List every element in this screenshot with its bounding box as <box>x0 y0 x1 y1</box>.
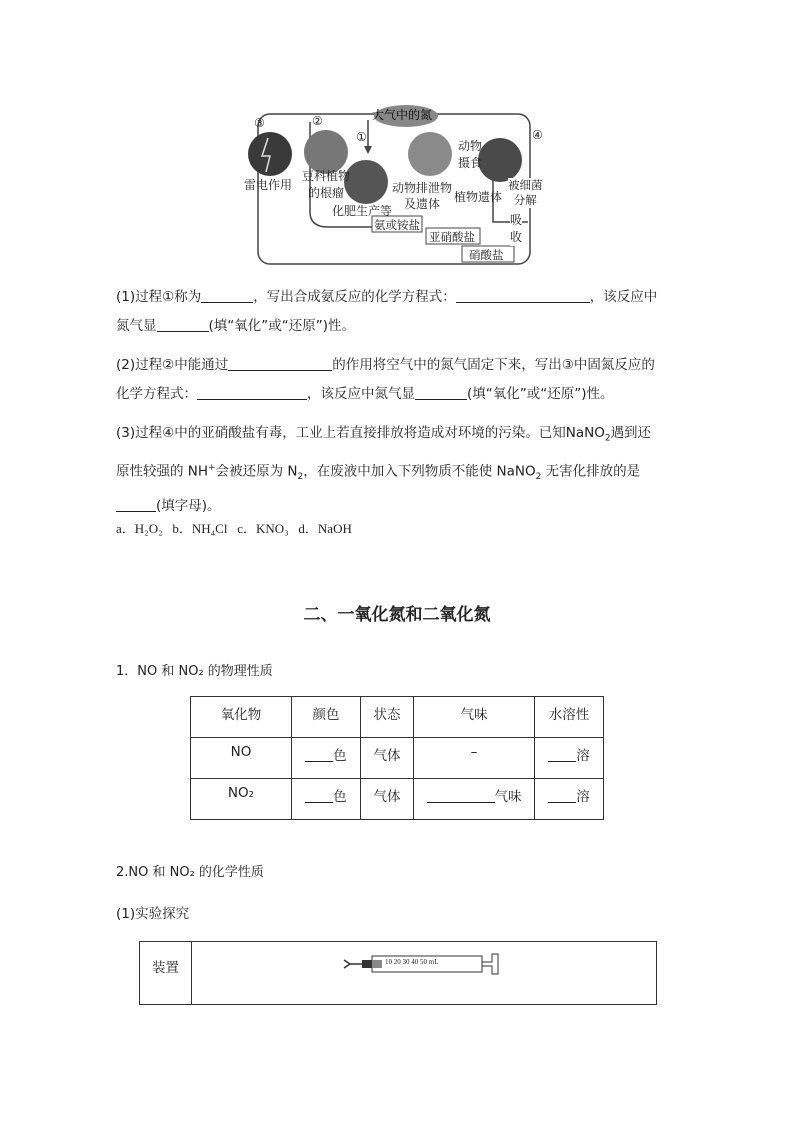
question-1-line-2 <box>116 312 682 341</box>
q2-blank-agent[interactable] <box>228 356 332 371</box>
q3-sub-b: 2 <box>297 471 304 482</box>
process-3-num: ③ <box>254 116 265 130</box>
ammonia-label: 氨或铵盐 <box>374 218 420 232</box>
physical-properties-table <box>190 696 604 820</box>
fertilizer-label: 化肥生产等 <box>332 204 393 218</box>
q3-sup: + <box>208 462 216 473</box>
legume-label-line-2: 的根瘤 <box>308 186 345 200</box>
absorb-label <box>510 212 522 246</box>
table-cell-smell: – <box>414 738 535 779</box>
q3-text-b: 遇到还 <box>610 425 652 441</box>
q1-text-c: ，该反应中 <box>589 289 658 305</box>
item-2-heading: 2.NO 和 NO₂ 的化学性质 <box>116 865 264 880</box>
q3-text-c: 原性较强的 NH <box>116 463 209 480</box>
table-cell-smell <box>414 779 535 820</box>
q2-blank-equation[interactable] <box>197 385 307 400</box>
bacteria-line-1: 被细菌 <box>508 178 543 192</box>
color-suffix: 色 <box>333 789 347 805</box>
table-cell-solubility <box>535 738 604 779</box>
question-3 <box>116 419 682 521</box>
table-cell-state: 气体 <box>361 779 414 820</box>
q2-blank-property[interactable] <box>415 385 467 400</box>
item-2-1-heading: (1)实验探究 <box>116 906 190 922</box>
process-1-num: ① <box>356 130 367 144</box>
q1-text-a: (1)过程①称为 <box>116 289 202 305</box>
q1-text-b: ，写出合成氨反应的化学方程式： <box>253 289 456 305</box>
q3-text-d: 会被还原为 N <box>215 463 298 480</box>
solubility-suffix: 溶 <box>576 789 590 805</box>
table-row <box>191 779 604 820</box>
q1-blank-process-name[interactable] <box>201 288 253 303</box>
q2-text-c: 化学方程式： <box>116 386 197 402</box>
animal-eat-line-1: 动物 <box>458 139 483 153</box>
animal-eat-label <box>458 138 482 172</box>
process-4-num: ④ <box>532 128 543 142</box>
q3-blank-answer[interactable] <box>116 497 156 512</box>
legume-label <box>302 168 350 202</box>
blank-solubility[interactable] <box>548 747 576 762</box>
table-header: 颜色 <box>292 697 361 738</box>
table-cell-oxide: NO₂ <box>191 779 292 820</box>
question-2 <box>116 351 682 409</box>
table-cell-solubility <box>535 779 604 820</box>
apparatus-label: 装置 <box>140 942 192 1004</box>
table-row <box>191 738 604 779</box>
arrowhead-process-1 <box>364 146 372 154</box>
smell-suffix: 气味 <box>494 789 522 805</box>
q3-sub-a: 2 <box>604 433 611 444</box>
q1-blank-property[interactable] <box>157 317 209 332</box>
q3-text-e: ，在废液中加入下列物质不能使 NaNO <box>303 463 536 480</box>
table-header: 氧化物 <box>191 697 292 738</box>
table-cell-oxide: NO <box>191 738 292 779</box>
atmosphere-label: 大气中的氮 <box>372 108 433 122</box>
table-cell-state: 气体 <box>361 738 414 779</box>
forest-photo <box>478 138 522 182</box>
fertilizer-factory-photo <box>344 160 388 204</box>
q2-text-b: 的作用将空气中的氮气固定下来，写出③中固氮反应的 <box>332 357 655 373</box>
nitrate-label: 硝酸盐 <box>469 248 504 262</box>
blank-solubility[interactable] <box>548 788 576 803</box>
nitrite-label: 亚硝酸盐 <box>429 230 475 244</box>
question-1 <box>116 283 682 341</box>
table-cell-color <box>292 779 361 820</box>
question-3-line-3 <box>116 492 682 521</box>
q2-text-e: (填“氧化”或“还原”)性。 <box>467 386 614 402</box>
syringe-scale-label: 10 20 30 40 50 mL <box>385 958 439 966</box>
q3-text-a: (3)过程④中的亚硝酸盐有毒，工业上若直接排放将造成对环境的污染。已知NaNO <box>116 425 605 441</box>
q3-sub-c: 2 <box>535 471 542 482</box>
question-2-line-1 <box>116 351 682 380</box>
q3-text-g: (填字母)。 <box>156 497 221 514</box>
table-header: 气味 <box>414 697 535 738</box>
question-2-line-2 <box>116 380 682 409</box>
absorb-line-1: 吸 <box>510 213 523 227</box>
excretion-label <box>392 180 452 212</box>
table-header: 水溶性 <box>535 697 604 738</box>
question-3-line-2 <box>116 454 682 492</box>
blank-smell[interactable] <box>427 788 495 803</box>
legume-label-line-1: 豆科植物 <box>302 169 351 183</box>
excretion-line-1: 动物排泄物 <box>392 181 453 195</box>
animal-photo <box>408 132 452 176</box>
question-1-line-1 <box>116 283 682 312</box>
apparatus-box <box>139 941 657 1005</box>
table-cell-color <box>292 738 361 779</box>
nitrogen-cycle-diagram <box>238 102 558 268</box>
process-2-num: ② <box>312 114 323 128</box>
q2-text-a: (2)过程②中能通过 <box>116 357 229 373</box>
question-3-line-1 <box>116 419 682 454</box>
q3-text-f: 无害化排放的是 <box>541 463 641 480</box>
bacteria-line-2: 分解 <box>513 193 537 207</box>
excretion-line-2: 及遗体 <box>404 197 441 211</box>
q1-text-d: 氮气显 <box>116 318 157 334</box>
plant-remains-label: 植物遗体 <box>454 190 503 204</box>
absorb-line-2: 收 <box>510 230 523 244</box>
section-title: 二、一氧化氮和二氧化氮 <box>303 605 491 625</box>
lightning-label: 雷电作用 <box>244 178 293 192</box>
solubility-suffix: 溶 <box>576 748 590 764</box>
table-header-row <box>191 697 604 738</box>
table-header: 状态 <box>361 697 414 738</box>
q2-text-d: ，该反应中氮气显 <box>307 386 415 402</box>
item-1-heading: 1．NO 和 NO₂ 的物理性质 <box>116 664 273 679</box>
blank-color[interactable] <box>305 788 333 803</box>
blank-color[interactable] <box>305 747 333 762</box>
q1-text-e: (填“氧化”或“还原”)性。 <box>208 318 356 334</box>
answer-options: a．H₂O₂ b．NH₄Cl c．KNO₃ d．NaOH <box>116 521 352 536</box>
animal-eat-line-2: 摄食 <box>458 156 483 170</box>
bacteria-label <box>508 178 543 208</box>
lightning-photo <box>248 132 292 176</box>
color-suffix: 色 <box>333 748 347 764</box>
q1-blank-equation[interactable] <box>456 288 590 303</box>
